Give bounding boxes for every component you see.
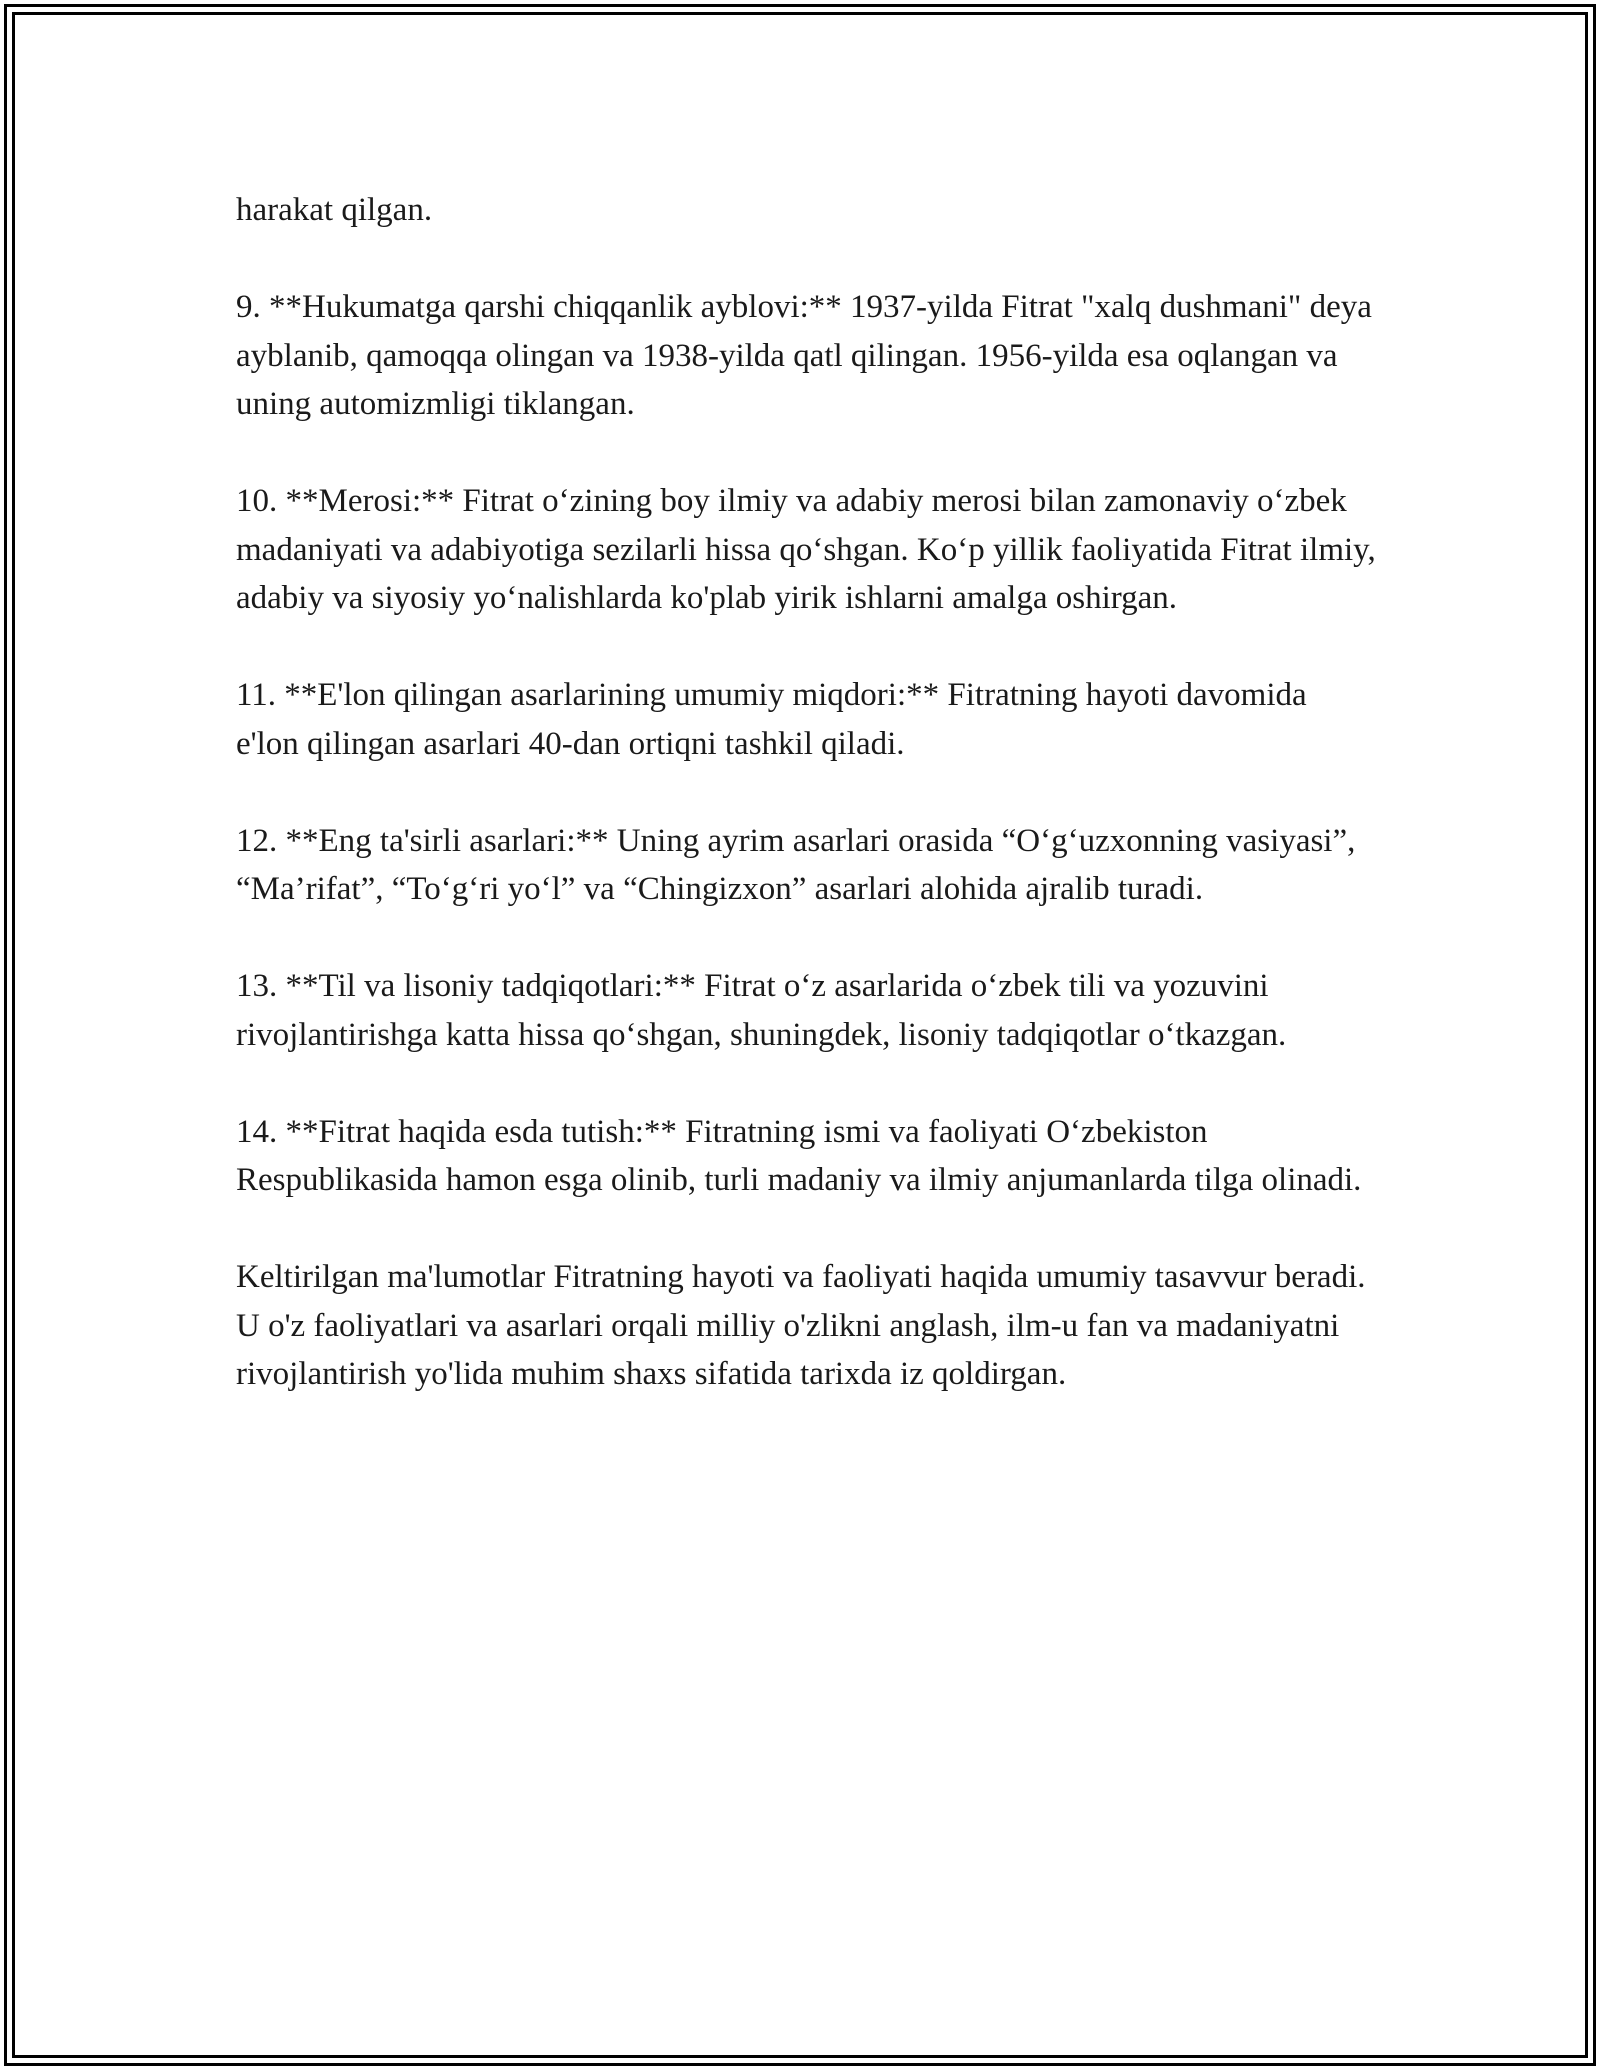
list-item-9: 9. **Hukumatga qarshi chiqqanlik ayblovi:** 1937-yilda Fitrat "xalq dushmani" deya ayblanib, qamoqqa olingan va 1938-yilda qatl qilingan. 1956-yilda esa oqlangan va uning automizmligi tiklangan. xyxy=(236,289,1372,422)
list-item-13: 13. **Til va lisoniy tadqiqotlari:** Fitrat o‘z asarlarida o‘zbek tili va yozuvini rivojlantirishga katta hissa qo‘shgan, shuningdek, lisoniy tadqiqotlar o‘tkazgan. xyxy=(236,968,1287,1053)
list-item-11: 11. **E'lon qilingan asarlarining umumiy miqdori:** Fitratning hayoti davomida e'lon qilingan asarlari 40-dan ortiqni tashkil qiladi. xyxy=(236,677,1307,762)
list-item-10: 10. **Merosi:** Fitrat o‘zining boy ilmiy va adabiy merosi bilan zamonaviy o‘zbek madaniyati va adabiyotiga sezilarli hissa qo‘shgan. Ko‘p yillik faoliyatida Fitrat ilmiy, adabiy va siyosiy yo‘nalishlarda ko'plab yirik ishlarni amalga oshirgan. xyxy=(236,483,1376,616)
list-item-12: 12. **Eng ta'sirli asarlari:** Uning ayrim asarlari orasida “O‘g‘uzxonning vasiyasi”, “Ma’rifat”, “To‘g‘ri yo‘l” va “Chingizxon” asarlari alohida ajralib turadi. xyxy=(236,822,1356,907)
list-item-14: 14. **Fitrat haqida esda tutish:** Fitratning ismi va faoliyati O‘zbekiston Respublikasida hamon esga olinib, turli madaniy va ilmiy anjumanlarda tilga olinadi. xyxy=(236,1113,1362,1198)
conclusion-paragraph: Keltirilgan ma'lumotlar Fitratning hayoti va faoliyati haqida umumiy tasavvur beradi. U o'z faoliyatlari va asarlari orqali milliy o'zlikni anglash, ilm-u fan va madaniyatni rivojlantirish yo'lida muhim shaxs sifatida tarixda iz qoldirgan. xyxy=(236,1259,1366,1392)
paragraph-continuation: harakat qilgan. xyxy=(236,192,433,228)
document-body xyxy=(236,186,1376,1447)
